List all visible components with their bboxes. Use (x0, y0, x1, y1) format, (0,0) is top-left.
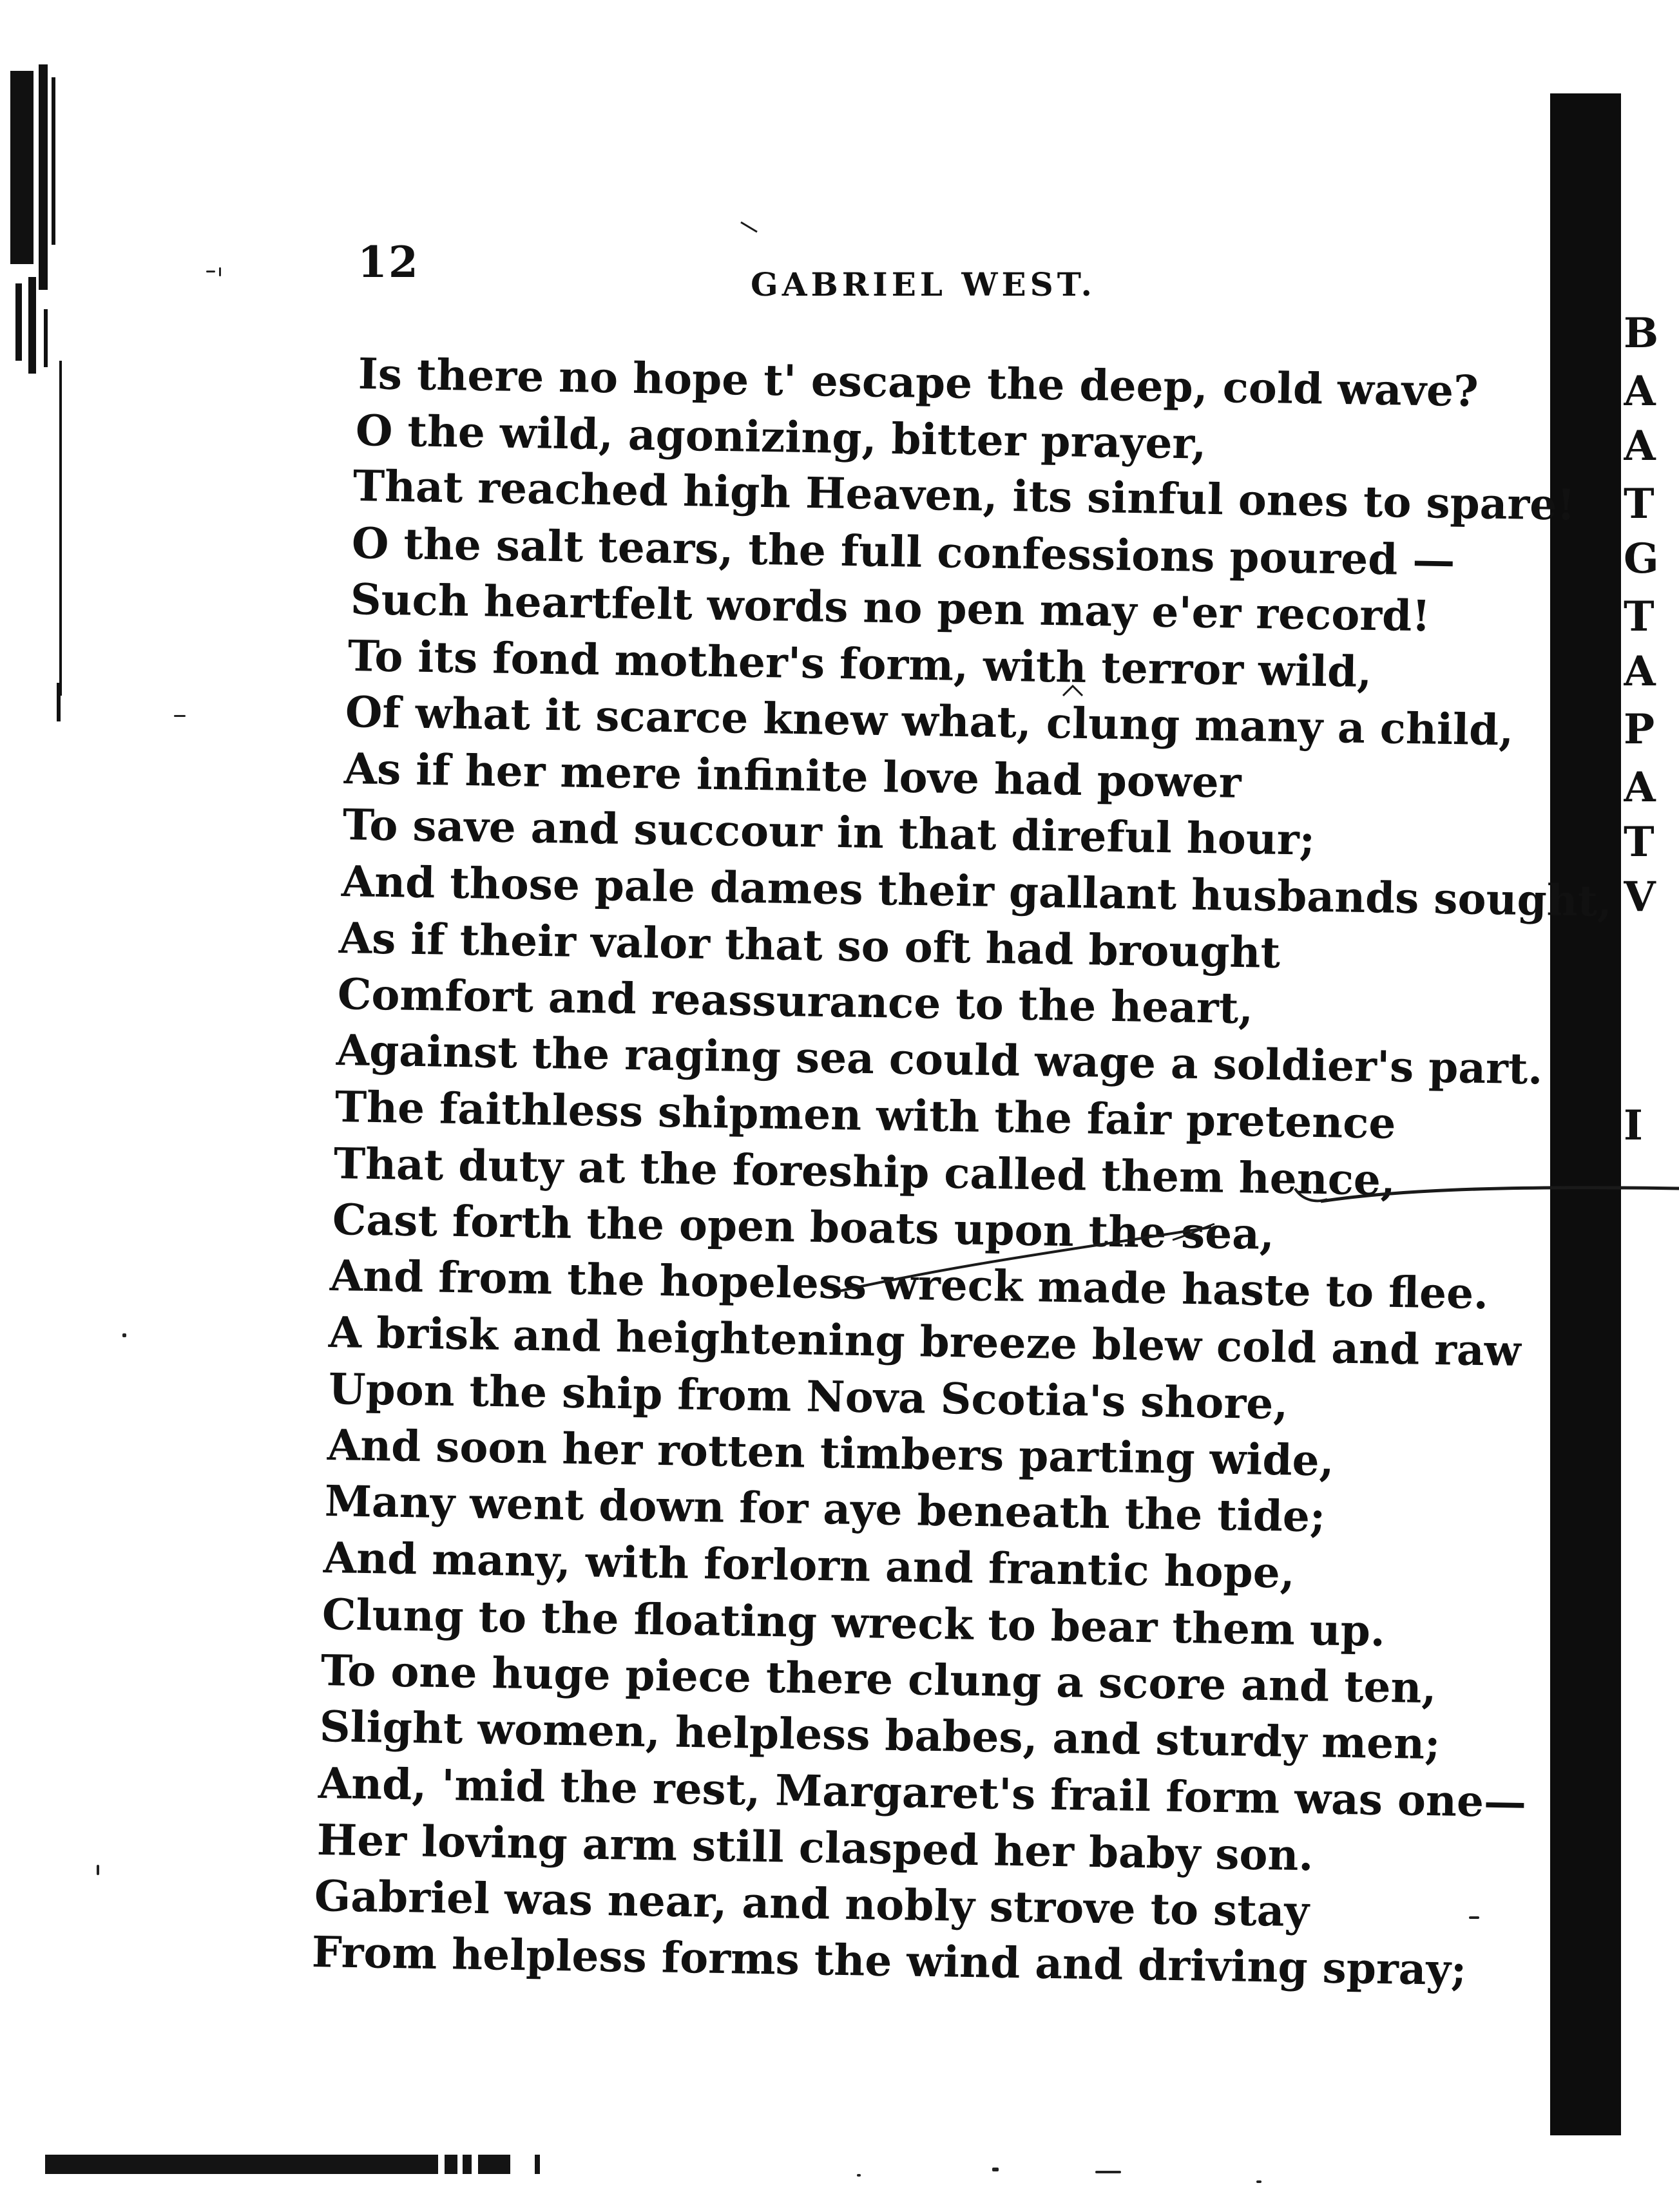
poem-line: To save and succour in that direful hour; (342, 799, 1316, 865)
poem-line: Of what it scarce knew what, clung many a child, (345, 687, 1514, 756)
facing-letter: V (1624, 873, 1656, 921)
poem-line: Many went down for aye beneath the tide; (324, 1476, 1326, 1542)
scan-edge-bar (45, 2155, 438, 2174)
facing-page-shadow (1550, 93, 1621, 2135)
poem-line: To its fond mother's form, with terror wild, (347, 631, 1372, 697)
facing-letter: I (1624, 1101, 1643, 1150)
page-number: 12 (358, 237, 419, 287)
poem-line: Against the raging sea could wage a soldier's part. (336, 1025, 1543, 1094)
poem-line: That reached high Heaven, its sinful ones to spare! (352, 461, 1576, 530)
poem-line: The faithless shipmen with the fair pretence (334, 1082, 1397, 1149)
poem-line: A brisk and heightening breeze blew cold and raw (328, 1307, 1522, 1377)
poem-line: That duty at the foreship called them hence, (333, 1138, 1396, 1205)
scan-edge-blocks (445, 2155, 541, 2174)
facing-letter: P (1624, 705, 1655, 754)
poem-line: Such heartfelt words no pen may e'er record! (350, 574, 1431, 642)
poem-line: Is there no hope t' escape the deep, cold wave? (358, 348, 1479, 417)
poem-line: O the wild, agonizing, bitter prayer, (355, 405, 1207, 469)
poem-line: And from the hopeless wreck made haste to flee. (329, 1250, 1489, 1319)
poem-line: And soon her rotten timbers parting wide, (327, 1420, 1335, 1486)
poem-line: Clung to the floating wreck to bear them up. (321, 1589, 1386, 1656)
facing-letter: A (1624, 763, 1656, 812)
facing-letter: T (1624, 480, 1655, 528)
poem-line: As if their valor that so oft had brought (338, 913, 1281, 978)
facing-letter: B (1624, 309, 1659, 358)
poem-line: From helpless forms the wind and driving spray; (311, 1927, 1467, 1996)
poem-line: As if her mere infinite love had power (343, 743, 1242, 808)
facing-letter: T (1624, 593, 1655, 641)
running-head: GABRIEL WEST. (751, 265, 1096, 303)
binding-edge (6, 64, 71, 709)
poem-line: Her loving arm still clasped her baby son. (316, 1815, 1314, 1881)
poem-line: And those pale dames their gallant husbands sought, (341, 856, 1613, 926)
facing-letter: G (1624, 535, 1659, 583)
poem-line: Comfort and reassurance to the heart, (337, 969, 1254, 1034)
poem-line: Cast forth the open boats upon the sea, (332, 1194, 1275, 1259)
poem-line: To one huge piece there clung a score and ten, (320, 1645, 1437, 1713)
facing-letter: T (1624, 818, 1655, 866)
poem-line: O the salt tears, the full confessions poured — (351, 518, 1455, 586)
pen-stroke-tick (741, 222, 757, 232)
facing-letter: A (1624, 367, 1656, 415)
facing-letter: A (1624, 647, 1656, 696)
poem-line: And, 'mid the rest, Margaret's frail form was one— (318, 1758, 1527, 1827)
poem-line: Upon the ship from Nova Scotia's shore, (328, 1364, 1289, 1429)
poem-line: And many, with forlorn and frantic hope, (323, 1532, 1296, 1598)
poem-line: Gabriel was near, and nobly strove to stay (314, 1871, 1310, 1937)
poem-line: Slight women, helpless babes, and sturdy men; (319, 1701, 1441, 1769)
facing-letter: A (1624, 422, 1656, 470)
